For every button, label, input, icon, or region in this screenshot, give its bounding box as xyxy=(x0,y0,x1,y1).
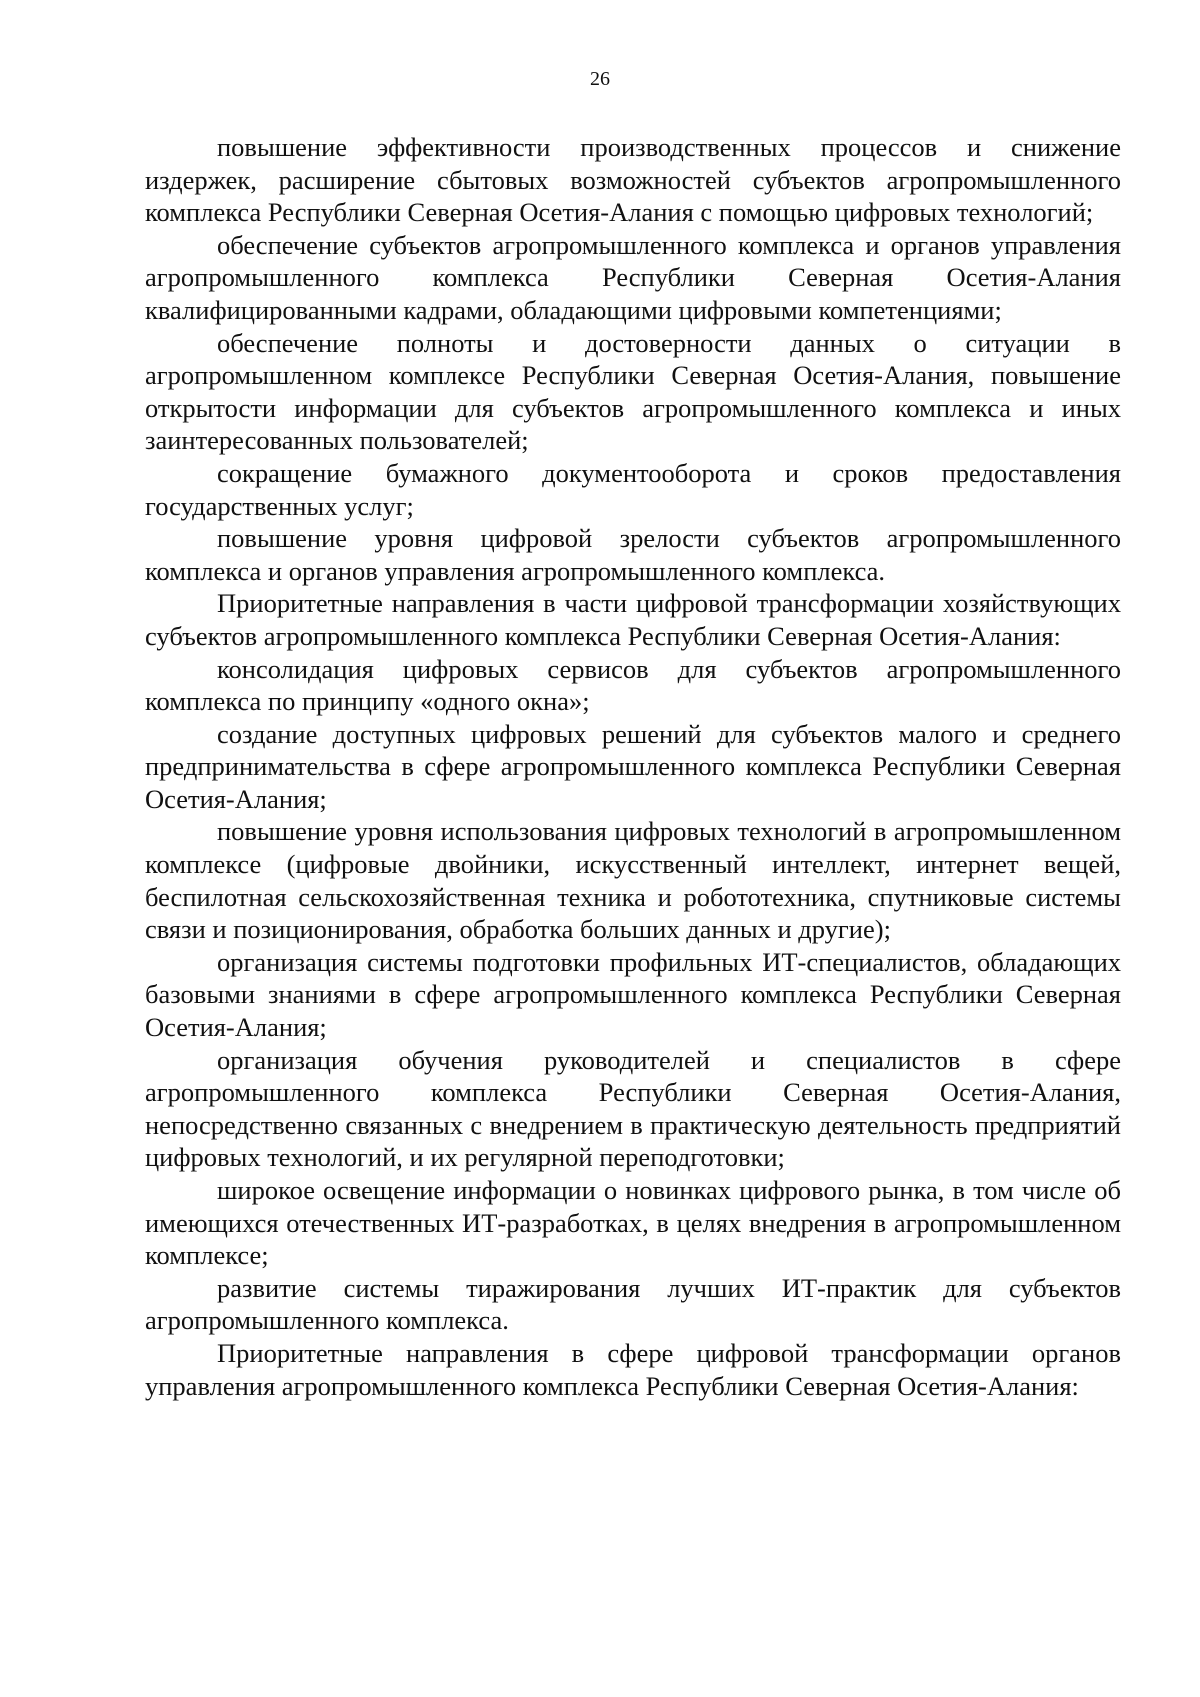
page-number: 26 xyxy=(590,68,610,90)
body-text xyxy=(145,131,1121,1402)
paragraph: обеспечение полноты и достоверности данных о ситуации в агропромышленном комплексе Республики Северная Осетия-Алания, повышение открытости информации для субъектов агропромышленного комплекса и иных заинтересованных пользователей; xyxy=(145,327,1121,456)
paragraph: широкое освещение информации о новинках цифрового рынка, в том числе об имеющихся отечественных ИТ-разработках, в целях внедрения в агропромышленном комплексе; xyxy=(145,1175,1121,1271)
paragraph: консолидация цифровых сервисов для субъектов агропромышленного комплекса по принципу «одного окна»; xyxy=(145,653,1121,717)
paragraph: повышение эффективности производственных процессов и снижение издержек, расширение сбытовых возможностей субъектов агропромышленного комплекса Республики Северная Осетия-Алания с помощью цифровых технологий; xyxy=(145,132,1121,228)
paragraph: Приоритетные направления в сфере цифровой трансформации органов управления агропромышленного комплекса Республики Северная Осетия-Алания: xyxy=(145,1337,1121,1401)
paragraph: Приоритетные направления в части цифровой трансформации хозяйствующих субъектов агропромышленного комплекса Республики Северная Осетия-Алания: xyxy=(145,588,1121,651)
paragraph: повышение уровня использования цифровых технологий в агропромышленном комплексе (цифровые двойники, искусственный интеллект, интернет вещей, беспилотная сельскохозяйственная техника и робототехника, спутниковые системы связи и позиционирования, обработка больших данных и другие); xyxy=(145,816,1121,945)
paragraph: организация системы подготовки профильных ИТ-специалистов, обладающих базовыми знаниями в сфере агропромышленного комплекса Республики Северная Осетия-Алания; xyxy=(145,946,1121,1043)
paragraph: обеспечение субъектов агропромышленного комплекса и органов управления агропромышленного комплекса Республики Северная Осетия-Алания квалифицированными кадрами, обладающими цифровыми компетенциями; xyxy=(145,229,1121,325)
paragraph: создание доступных цифровых решений для субъектов малого и среднего предпринимательства в сфере агропромышленного комплекса Республики Северная Осетия-Алания; xyxy=(145,718,1121,814)
paragraph: развитие системы тиражирования лучших ИТ-практик для субъектов агропромышленного комплекса. xyxy=(145,1272,1121,1336)
paragraph: повышение уровня цифровой зрелости субъектов агропромышленного комплекса и органов управления агропромышленного комплекса. xyxy=(145,523,1121,586)
paragraph: организация обучения руководителей и специалистов в сфере агропромышленного комплекса Республики Северная Осетия-Алания, непосредственно связанных с внедрением в практическую деятельность предприятий цифровых технологий, и их регулярной переподготовки; xyxy=(145,1044,1121,1173)
paragraph: сокращение бумажного документооборота и сроков предоставления государственных услуг; xyxy=(145,457,1121,521)
